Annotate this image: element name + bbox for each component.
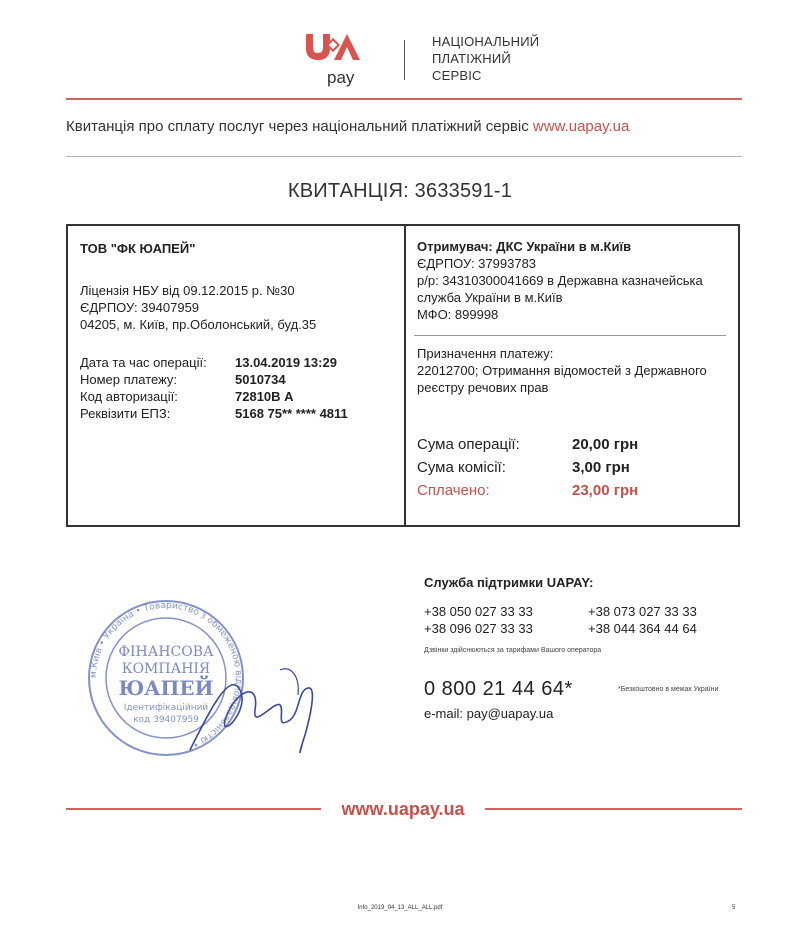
- payer-edrpou: ЄДРПОУ: 39407959: [80, 300, 200, 315]
- sum-operation-label: Сума операції:: [417, 436, 520, 453]
- receipt-title: КВИТАНЦІЯ: 3633591-1: [287, 180, 513, 202]
- stamp-ring-text: м.Київ • Україна • Товариство з обмеженою відповідальністю •: [88, 600, 244, 750]
- purpose-label: Призначення платежу:: [417, 346, 554, 361]
- operation-date-value: 13.04.2019 13:29: [235, 355, 337, 370]
- auth-code-value: 72810В А: [235, 389, 294, 404]
- receipt-subtitle: [66, 118, 742, 135]
- support-phone-3[interactable]: +38 096 027 33 33: [424, 621, 533, 636]
- auth-code-label: Код авторизації:: [80, 389, 178, 404]
- signature: [180, 650, 330, 770]
- receipt-box-divider: [404, 224, 406, 527]
- payer-license: Ліцензія НБУ від 09.12.2015 р. №30: [80, 283, 295, 298]
- recipient-account-number: р/р: 34310300041669 в: [417, 273, 555, 288]
- support-phone-2[interactable]: +38 073 027 33 33: [588, 604, 697, 619]
- sum-operation-value: 20,00 грн: [572, 436, 639, 453]
- support-email[interactable]: e-mail: pay@uapay.ua: [424, 706, 554, 721]
- subtitle-link[interactable]: www.uapay.ua: [532, 118, 630, 135]
- operation-date-label: Дата та час операції:: [80, 355, 207, 370]
- subtitle-rule: [66, 156, 742, 157]
- recipient-bank: Державна казначейська служба України в м.Київ: [417, 273, 703, 305]
- recipient-mfo: МФО: 899998: [417, 307, 499, 322]
- service-line-3: СЕРВІС: [432, 68, 482, 83]
- support-phone-4[interactable]: +38 044 364 44 64: [588, 621, 697, 636]
- payment-number-label: Номер платежу:: [80, 372, 178, 387]
- purpose-rule: [414, 335, 726, 336]
- card-label: Реквізити ЕПЗ:: [80, 406, 171, 421]
- subtitle-text: Квитанція про сплату послуг через національний платіжний сервіс: [66, 118, 529, 135]
- logo-pay-text: pay: [327, 68, 355, 87]
- sum-paid-value: 23,00 грн: [572, 482, 639, 499]
- page-number: 5: [732, 905, 736, 911]
- support-phone-1[interactable]: +38 050 027 33 33: [424, 604, 533, 619]
- sum-commission-value: 3,00 грн: [572, 459, 630, 476]
- sum-paid-label: Сплачено:: [417, 482, 490, 499]
- payer-address: 04205, м. Київ, пр.Оболонський, буд.35: [80, 317, 317, 332]
- recipient-edrpou: ЄДРПОУ: 37993783: [417, 256, 537, 271]
- recipient-block: [417, 238, 732, 323]
- support-title: Служба підтримки UAPAY:: [424, 575, 594, 590]
- header-rule: [66, 98, 742, 100]
- footer-url[interactable]: www.uapay.ua: [341, 799, 465, 819]
- card-value: 5168 75** **** 4811: [235, 406, 348, 421]
- tariff-note: Дзвінки здійснюються за тарифами Вашого оператора: [424, 647, 602, 654]
- file-name: Info_2019_04_13_ALL_ALL.pdf: [357, 905, 443, 911]
- hotline-number[interactable]: 0 800 21 44 64*: [424, 678, 573, 700]
- service-name: [432, 33, 539, 84]
- stamp-line-5: код 39407959: [133, 715, 199, 725]
- stamp-line-4: Ідентифікаційний: [123, 703, 209, 713]
- header-divider: [404, 40, 405, 80]
- purpose-block: [417, 345, 732, 396]
- free-call-note: *Безкоштовно в межах України: [618, 686, 719, 693]
- payment-number-value: 5010734: [235, 372, 286, 387]
- payer-company: ТОВ "ФК ЮАПЕЙ": [80, 241, 196, 256]
- stamp-line-1: ФІНАНСОВА: [118, 644, 214, 660]
- recipient-title: Отримувач: ДКС України в м.Київ: [417, 239, 632, 254]
- stamp-line-2: КОМПАНІЯ: [121, 661, 211, 677]
- sum-commission-label: Сума комісії:: [417, 459, 506, 476]
- footer-rule-right: [485, 808, 742, 810]
- purpose-text: 22012700; Отримання відомостей з Державного реєстру речових прав: [417, 363, 707, 395]
- service-line-2: ПЛАТІЖНИЙ: [432, 51, 511, 66]
- footer-rule-left: [66, 808, 321, 810]
- stamp-line-3: ЮАПЕЙ: [118, 676, 214, 700]
- payer-details: [80, 282, 316, 333]
- recipient-account: [417, 272, 732, 306]
- service-line-1: НАЦІОНАЛЬНИЙ: [432, 34, 540, 49]
